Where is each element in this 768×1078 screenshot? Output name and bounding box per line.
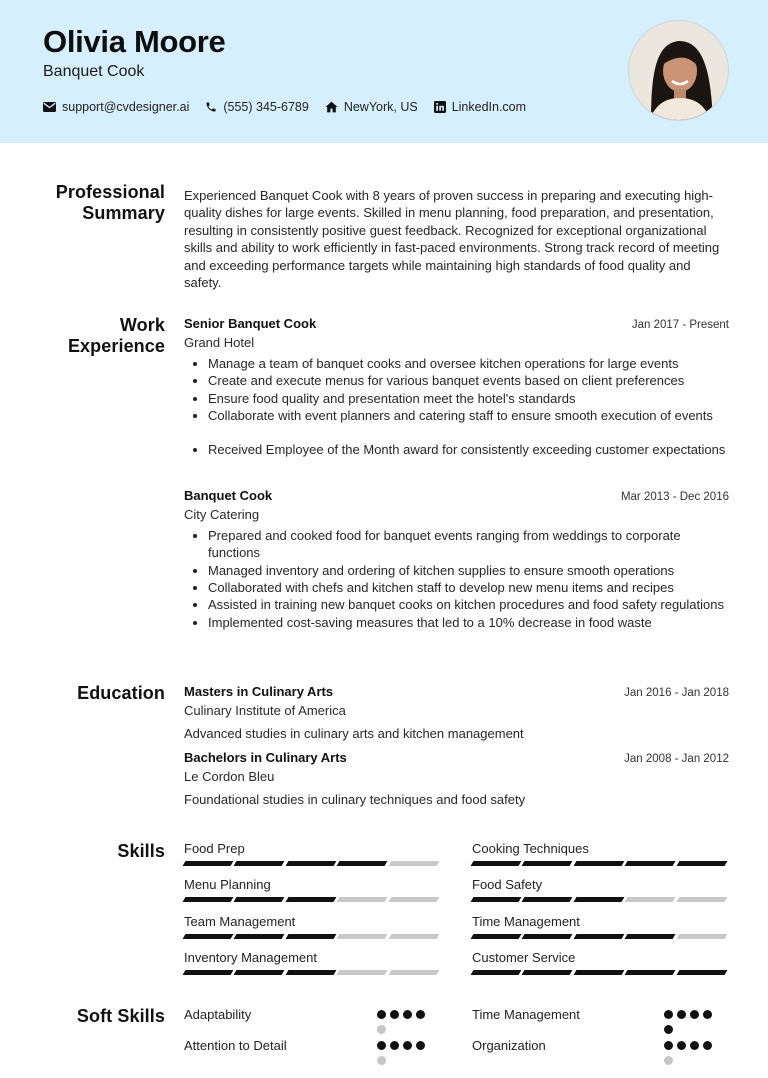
skill-segment-empty [388, 897, 439, 902]
rating-dot-filled [664, 1025, 673, 1034]
skill-segment-filled [625, 934, 676, 939]
education-entry [184, 683, 729, 742]
skill-segment-filled [625, 970, 676, 975]
skill-segment-empty [625, 897, 676, 902]
education-desc: Foundational studies in culinary techniques and food safety [184, 791, 526, 807]
skill-item [184, 914, 441, 939]
rating-dot-filled [390, 1010, 399, 1019]
skill-segment-filled [234, 970, 285, 975]
skill-segment-empty [388, 861, 439, 866]
skill-level-bar [472, 970, 729, 975]
skill-segment-filled [522, 861, 573, 866]
experience-heading-line1: Work [119, 315, 165, 335]
degree-title: Bachelors in Culinary Arts [184, 750, 347, 765]
list-item: Create and execute menus for various banquet events based on client preferences [184, 372, 729, 389]
skill-segment-filled [522, 934, 573, 939]
experience-heading-line2: Experience [67, 336, 165, 356]
candidate-role: Banquet Cook [43, 63, 145, 80]
skill-segment-filled [234, 934, 285, 939]
skill-name: Cooking Techniques [472, 841, 589, 856]
skill-item [184, 950, 441, 975]
skill-segment-filled [234, 897, 285, 902]
skill-segment-empty [676, 897, 727, 902]
skill-level-bar [184, 897, 441, 902]
soft-skill-name: Attention to Detail [184, 1038, 287, 1053]
soft-skill-dots [664, 1041, 719, 1071]
home-icon [325, 101, 338, 113]
skill-level-bar [472, 861, 729, 866]
list-item: Implemented cost-saving measures that led to a 10% decrease in food waste [184, 614, 729, 631]
rating-dot-empty [377, 1025, 386, 1034]
candidate-name: Olivia Moore [43, 24, 226, 59]
skill-segment-filled [573, 934, 624, 939]
skill-segment-filled [573, 970, 624, 975]
skill-segment-filled [676, 970, 727, 975]
skill-segment-filled [676, 861, 727, 866]
contact-bar [43, 100, 542, 114]
envelope-icon [43, 102, 56, 112]
skill-segment-filled [625, 861, 676, 866]
linkedin-icon [434, 101, 446, 113]
job-dates: Jan 2017 - Present [631, 319, 729, 331]
skill-level-bar [472, 934, 729, 939]
list-item: Prepared and cooked food for banquet events ranging from weddings to corporate functions [184, 527, 729, 562]
soft-skill-name: Time Management [472, 1007, 580, 1022]
contact-location [325, 100, 418, 114]
skill-name: Menu Planning [184, 877, 271, 892]
soft-skill-name: Organization [472, 1038, 546, 1053]
rating-dot-filled [677, 1010, 686, 1019]
rating-dot-filled [703, 1010, 712, 1019]
contact-linkedin[interactable] [434, 100, 526, 114]
skill-segment-filled [285, 861, 336, 866]
skill-name: Inventory Management [184, 950, 317, 965]
job-entry [184, 487, 729, 631]
summary-heading-line1: Professional [55, 182, 165, 202]
skill-item [472, 877, 729, 902]
rating-dot-filled [677, 1041, 686, 1050]
skill-segment-filled [285, 897, 336, 902]
job-entry [184, 315, 729, 459]
skill-segment-filled [337, 861, 388, 866]
skill-segment-filled [183, 934, 234, 939]
rating-dot-filled [664, 1041, 673, 1050]
phone-text: (555) 345-6789 [223, 100, 309, 114]
school-name: Culinary Institute of America [184, 703, 346, 719]
summary-text: Experienced Banquet Cook with 8 years of proven success in preparing and executing high-quality dishes for large events. Skilled in menu planning, food preparation, and presentation, resulting in consistently positive guest feedback. Recognized for exceptional organizational skills and ability to work efficiently in fast-paced environments. Strong track record of meeting and exceeding performance targets while maintaining high standards of food quality and safety. [184, 188, 720, 291]
email-text: support@cvdesigner.ai [62, 100, 190, 114]
rating-dot-filled [703, 1041, 712, 1050]
skill-name: Time Management [472, 914, 580, 929]
rating-dot-filled [390, 1041, 399, 1050]
contact-phone[interactable] [205, 100, 308, 114]
rating-dot-filled [403, 1041, 412, 1050]
list-item: Collaborated with chefs and kitchen staff to develop new menu items and recipes [184, 579, 729, 596]
skill-segment-filled [471, 970, 522, 975]
skill-segment-empty [388, 970, 439, 975]
education-entry [184, 749, 729, 808]
skill-segment-filled [183, 970, 234, 975]
skill-segment-filled [573, 861, 624, 866]
skill-segment-empty [388, 934, 439, 939]
list-item: Collaborate with event planners and catering staff to ensure smooth execution of events [184, 407, 729, 424]
skill-item [472, 950, 729, 975]
skill-level-bar [472, 897, 729, 902]
soft-skill-dots [377, 1010, 432, 1040]
rating-dot-filled [377, 1041, 386, 1050]
summary-heading [30, 182, 165, 224]
job-title: Banquet Cook [184, 488, 273, 503]
education-dates: Jan 2008 - Jan 2012 [624, 753, 729, 765]
rating-dot-filled [690, 1010, 699, 1019]
skill-segment-filled [522, 970, 573, 975]
skill-segment-filled [183, 861, 234, 866]
job-title: Senior Banquet Cook [184, 316, 317, 331]
education-desc: Advanced studies in culinary arts and kitchen management [184, 725, 524, 741]
skill-segment-empty [676, 934, 727, 939]
job-company: Grand Hotel [184, 335, 255, 351]
skill-segment-filled [234, 861, 285, 866]
skill-segment-filled [573, 897, 624, 902]
soft-skill-dots [664, 1010, 719, 1040]
experience-heading [30, 315, 165, 357]
skill-segment-filled [285, 934, 336, 939]
education-dates: Jan 2016 - Jan 2018 [624, 687, 729, 699]
list-item: Assisted in training new banquet cooks on kitchen procedures and food safety regulations [184, 596, 729, 613]
skill-segment-filled [285, 970, 336, 975]
job-bullets [184, 527, 729, 631]
skill-level-bar [184, 934, 441, 939]
contact-email[interactable] [43, 100, 189, 114]
skill-level-bar [184, 861, 441, 866]
skill-item [184, 841, 441, 866]
soft-skill-dots [377, 1041, 432, 1071]
skill-name: Team Management [184, 914, 296, 929]
skill-segment-empty [337, 897, 388, 902]
education-heading: Education [77, 683, 165, 703]
rating-dot-empty [377, 1056, 386, 1065]
rating-dot-filled [377, 1010, 386, 1019]
skill-name: Customer Service [472, 950, 576, 965]
skill-segment-empty [337, 934, 388, 939]
avatar-icon [629, 21, 729, 121]
skill-item [472, 914, 729, 939]
location-text: NewYork, US [343, 100, 418, 114]
skill-segment-filled [471, 897, 522, 902]
list-item: Received Employee of the Month award for consistently exceeding customer expectations [184, 441, 729, 458]
rating-dot-empty [664, 1056, 673, 1065]
skills-heading: Skills [117, 841, 165, 861]
list-item: Manage a team of banquet cooks and oversee kitchen operations for large events [184, 355, 729, 372]
job-bullets [184, 355, 729, 459]
rating-dot-filled [416, 1010, 425, 1019]
skill-segment-filled [183, 897, 234, 902]
skill-item [472, 841, 729, 866]
rating-dot-filled [664, 1010, 673, 1019]
summary-heading-line2: Summary [82, 203, 165, 223]
linkedin-text: LinkedIn.com [451, 100, 527, 114]
rating-dot-filled [416, 1041, 425, 1050]
rating-dot-filled [690, 1041, 699, 1050]
degree-title: Masters in Culinary Arts [184, 684, 334, 699]
phone-icon [205, 101, 217, 113]
job-company: City Catering [184, 507, 260, 523]
soft-skills-heading: Soft Skills [76, 1006, 165, 1026]
skill-segment-filled [471, 934, 522, 939]
resume-header [0, 0, 768, 143]
skill-item [184, 877, 441, 902]
rating-dot-filled [403, 1010, 412, 1019]
skill-segment-filled [522, 897, 573, 902]
profile-photo [628, 20, 729, 121]
school-name: Le Cordon Bleu [184, 769, 275, 785]
list-item: Ensure food quality and presentation meet the hotel's standards [184, 390, 729, 407]
list-item: Managed inventory and ordering of kitchen supplies to ensure smooth operations [184, 562, 729, 579]
skill-name: Food Safety [472, 877, 543, 892]
skill-segment-filled [471, 861, 522, 866]
skill-level-bar [184, 970, 441, 975]
job-dates: Mar 2013 - Dec 2016 [620, 491, 729, 503]
skill-name: Food Prep [184, 841, 245, 856]
soft-skill-name: Adaptability [184, 1007, 252, 1022]
skill-segment-empty [337, 970, 388, 975]
